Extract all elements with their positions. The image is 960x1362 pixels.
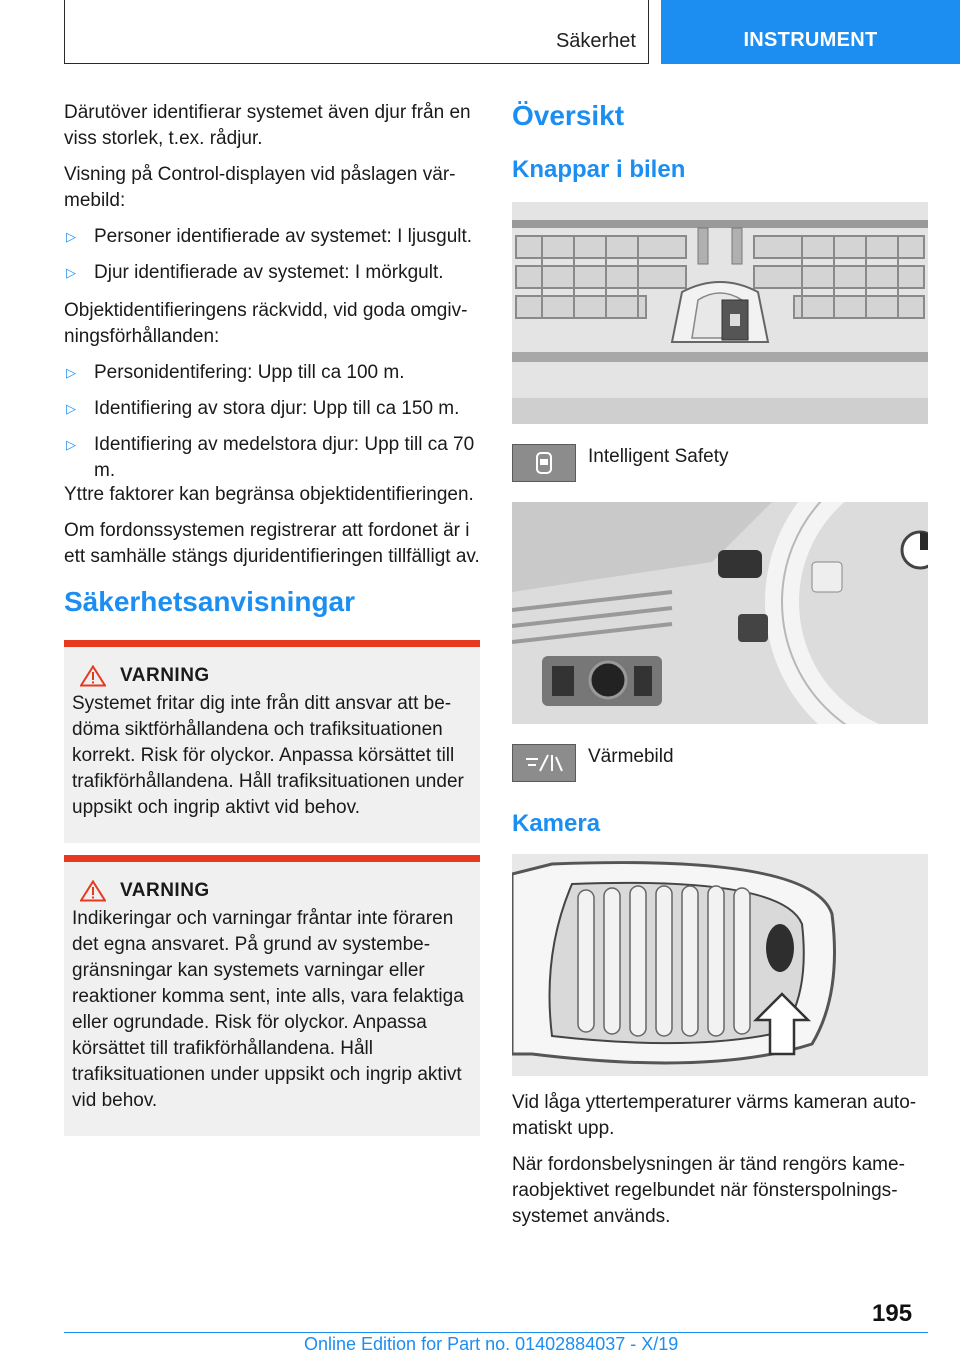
warning-triangle-icon [80, 665, 106, 687]
warning-triangle-icon [80, 880, 106, 902]
list-item: ▷ Personer identifierade av systemet: I ljusgult. [64, 224, 480, 250]
right-column [512, 100, 928, 1240]
paragraph: Därutöver identifierar systemet även djur från en viss storlek, t.ex. rådjur. [64, 102, 471, 149]
triangle-bullet-icon: ▷ [66, 401, 76, 416]
paragraph: Om fordonssystemen registrerar att fordonet är i ett samhälle stängs djuridentifieringen tillfälligt av. [64, 520, 480, 567]
page-number: 195 [872, 1300, 913, 1327]
warning-box [64, 855, 480, 1136]
paragraph: Visning på Control-displayen vid påslagen värmebild: [64, 164, 456, 211]
intelligent-safety-button-icon [512, 444, 576, 482]
section-heading: Översikt [512, 100, 625, 131]
triangle-bullet-icon: ▷ [66, 365, 76, 380]
chapter-tab: INSTRUMENT [661, 0, 960, 64]
thermal-image-button-icon [512, 744, 576, 782]
footer-edition: Online Edition for Part no. 01402884037 - X/19 [304, 1334, 679, 1354]
paragraph: Yttre faktorer kan begränsa objektidentifieringen. [64, 484, 474, 505]
warning-box [64, 640, 480, 843]
warning-text: Indikeringar och varningar fråntar inte föraren det egna ansvaret. På grund av systembegränsningar kan systemets varningar eller reaktioner komma sent, inte alls, vara felaktiga eller ogrundade. Risk för olyckor. Anpassa körsättet till trafikförhållandena. Håll trafiksituationen under uppsikt och ingrip aktivt vid behov. [72, 908, 464, 1111]
left-column [64, 100, 480, 1148]
triangle-bullet-icon: ▷ [66, 437, 76, 452]
bullet-list [64, 224, 480, 286]
button-panel-image [512, 202, 928, 424]
warning-text: Systemet fritar dig inte från ditt ansvar att bedöma siktförhållandena och trafiksituationen korrekt. Risk för olyckor. Anpassa körsättet till trafikförhållandena. Håll trafiksituationen under uppsikt och ingrip aktivt vid behov. [72, 693, 464, 818]
camera-grille-image [512, 854, 928, 1076]
button-label: Intelligent Safety [588, 446, 729, 467]
paragraph: Vid låga yttertemperaturer värms kameran automatiskt upp. [512, 1092, 917, 1139]
list-item: ▷ Personidentifering: Upp till ca 100 m. [64, 360, 480, 386]
button-row-intelligent-safety [512, 444, 928, 482]
list-item: ▷ Identifiering av stora djur: Upp till ca 150 m. [64, 396, 480, 422]
footer-divider [64, 1332, 928, 1333]
bullet-list [64, 360, 480, 484]
button-label: Värmebild [588, 746, 674, 767]
paragraph: När fordonsbelysningen är tänd rengörs kameraobjektivet regelbundet när fönsterspolningssystemet används. [512, 1154, 905, 1227]
subsection-heading: Knappar i bilen [512, 156, 686, 183]
section-heading: Säkerhetsanvisningar [64, 586, 356, 617]
paragraph: Objektidentifieringens räckvidd, vid goda omgivningsförhållanden: [64, 300, 468, 347]
section-title: Säkerhet [555, 30, 636, 52]
list-item: ▷ Djur identifierade av systemet: I mörkgult. [64, 260, 480, 286]
warning-title: VARNING [120, 880, 210, 901]
steering-wheel-image [512, 502, 928, 724]
triangle-bullet-icon: ▷ [66, 229, 76, 244]
header-section-box [64, 0, 649, 64]
subsection-heading: Kamera [512, 810, 601, 837]
warning-title: VARNING [120, 665, 210, 686]
button-row-thermal-image [512, 744, 928, 782]
list-item: ▷ Identifiering av medelstora djur: Upp till ca 70 m. [66, 434, 475, 481]
triangle-bullet-icon: ▷ [66, 265, 76, 280]
